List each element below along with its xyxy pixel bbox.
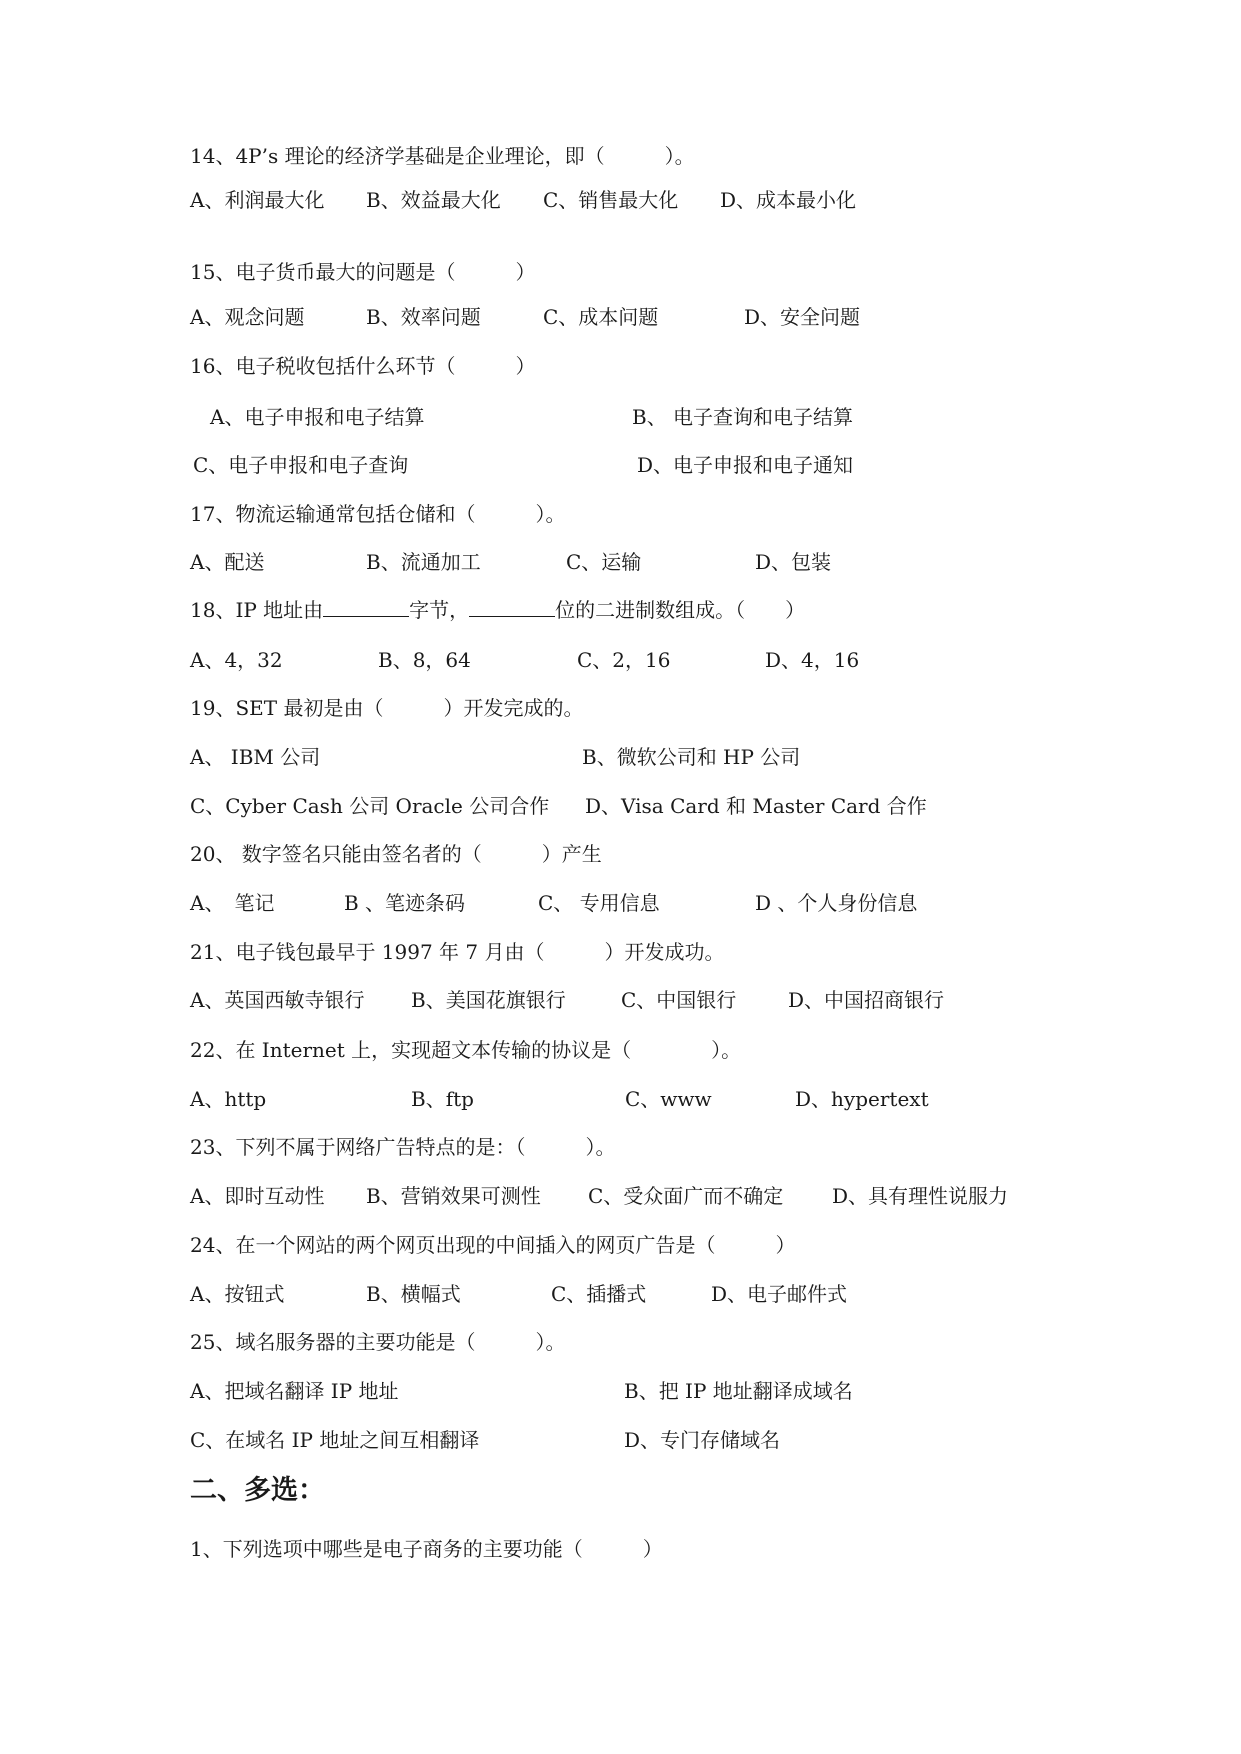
question-23 xyxy=(0,1133,616,1189)
question-18 xyxy=(0,596,806,652)
option-b: B、微软公司和 HP 公司 xyxy=(582,745,801,769)
question-text: 22、在 Internet 上，实现超文本传输的协议是（ ）。 xyxy=(190,1038,742,1062)
option-d: D、中国招商银行 xyxy=(788,988,945,1012)
question-20 xyxy=(0,840,602,896)
question-text: 23、下列不属于网络广告特点的是：（ ）。 xyxy=(190,1135,616,1159)
option-b: B、横幅式 xyxy=(366,1282,461,1306)
option-a: A、观念问题 xyxy=(190,305,305,329)
option-d: D、包装 xyxy=(755,550,832,574)
question-24 xyxy=(0,1231,796,1287)
option-a: A、按钮式 xyxy=(190,1282,285,1306)
option-a: A、即时互动性 xyxy=(190,1184,325,1208)
option-a: A、 笔记 xyxy=(190,891,275,915)
question-text-part2: 字节， xyxy=(409,598,470,622)
option-b: B、效率问题 xyxy=(366,305,481,329)
option-a: A、英国西敏寺银行 xyxy=(190,988,365,1012)
fill-blank xyxy=(323,598,409,617)
option-d: D、电子申报和电子通知 xyxy=(637,453,854,477)
question-text: 24、在一个网站的两个网页出现的中间插入的网页广告是（ ） xyxy=(190,1233,796,1257)
option-a: A、电子申报和电子结算 xyxy=(210,405,425,429)
question-19 xyxy=(0,694,584,750)
fill-blank xyxy=(469,598,555,617)
option-a: A、利润最大化 xyxy=(190,188,325,212)
question-25 xyxy=(0,1328,566,1384)
option-a: A、把域名翻译 IP 地址 xyxy=(190,1379,399,1403)
option-b: B、美国花旗银行 xyxy=(411,988,566,1012)
option-d: D、电子邮件式 xyxy=(711,1282,848,1306)
option-b: B、流通加工 xyxy=(366,550,481,574)
option-b: B、效益最大化 xyxy=(366,188,501,212)
option-c: C、www xyxy=(625,1087,712,1111)
option-b: B、把 IP 地址翻译成域名 xyxy=(624,1379,853,1403)
question-text: 19、SET 最初是由（ ）开发完成的。 xyxy=(190,696,584,720)
question-text: 17、物流运输通常包括仓储和（ ）。 xyxy=(190,502,566,526)
option-a: A、4，32 xyxy=(190,648,283,672)
option-c: C、中国银行 xyxy=(621,988,737,1012)
question-text: 20、 数字签名只能由签名者的（ ）产生 xyxy=(190,842,602,866)
question-text-part1: 18、IP 地址由 xyxy=(190,598,324,622)
question-text: 1、下列选项中哪些是电子商务的主要功能（ ） xyxy=(190,1537,663,1561)
option-a: A、配送 xyxy=(190,550,265,574)
section-heading: 二、多选： xyxy=(190,1475,325,1506)
option-b: B、营销效果可测性 xyxy=(366,1184,541,1208)
option-c: C、销售最大化 xyxy=(543,188,679,212)
option-a: A、http xyxy=(190,1087,267,1111)
question-text: 14、4P’s 理论的经济学基础是企业理论，即（ ）。 xyxy=(190,144,695,168)
option-c: C、 专用信息 xyxy=(538,891,660,915)
option-d: D 、个人身份信息 xyxy=(755,891,918,915)
option-c: C、电子申报和电子查询 xyxy=(193,453,409,477)
question-text xyxy=(190,596,805,624)
option-c: C、插播式 xyxy=(551,1282,647,1306)
question-text: 25、域名服务器的主要功能是（ ）。 xyxy=(190,1330,566,1354)
question-22 xyxy=(0,1036,742,1092)
option-c: C、受众面广而不确定 xyxy=(588,1184,784,1208)
option-c: C、2，16 xyxy=(577,648,671,672)
question-text: 21、电子钱包最早于 1997 年 7 月由（ ）开发成功。 xyxy=(190,940,725,964)
option-d: D、专门存储域名 xyxy=(624,1428,781,1452)
option-d: D、具有理性说服力 xyxy=(832,1184,1009,1208)
option-b: B 、笔迹条码 xyxy=(344,891,466,915)
option-c: C、成本问题 xyxy=(543,305,659,329)
option-b: B、 电子查询和电子结算 xyxy=(632,405,854,429)
question-text-part3: 位的二进制数组成。（ ） xyxy=(555,598,806,622)
option-b: B、8，64 xyxy=(378,648,471,672)
option-d: D、hypertext xyxy=(795,1087,929,1111)
option-d: D、Visa Card 和 Master Card 合作 xyxy=(585,794,927,818)
option-c: C、运输 xyxy=(566,550,642,574)
option-d: D、安全问题 xyxy=(744,305,861,329)
option-b: B、ftp xyxy=(411,1087,474,1111)
option-d: D、成本最小化 xyxy=(720,188,857,212)
question-text: 16、电子税收包括什么环节（ ） xyxy=(190,354,536,378)
question-text: 15、电子货币最大的问题是（ ） xyxy=(190,260,536,284)
option-a: A、 IBM 公司 xyxy=(190,745,321,769)
multi-question-1 xyxy=(0,1535,663,1591)
question-16 xyxy=(0,352,536,408)
option-c: C、Cyber Cash 公司 Oracle 公司合作 xyxy=(190,794,550,818)
option-d: D、4，16 xyxy=(765,648,860,672)
option-c: C、在域名 IP 地址之间互相翻译 xyxy=(190,1428,480,1452)
